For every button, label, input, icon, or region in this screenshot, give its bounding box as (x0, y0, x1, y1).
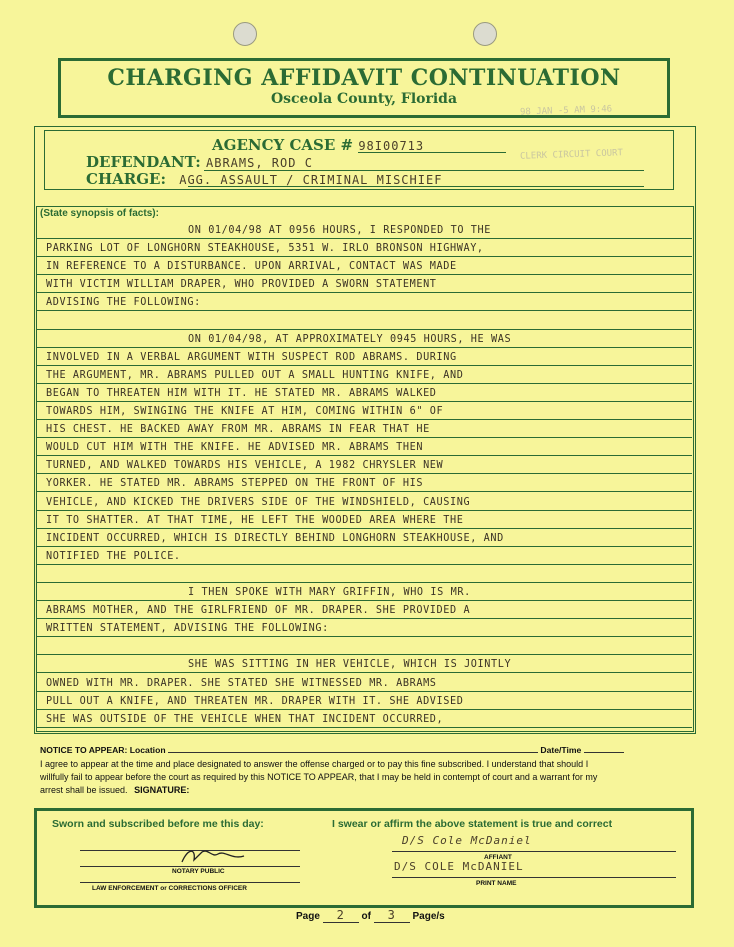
synopsis-line: NOTIFIED THE POLICE. (46, 550, 181, 562)
synopsis-rule (36, 672, 692, 673)
clerk-stamp-line2: CLERK CIRCUIT COURT (519, 148, 624, 162)
officer-label: LAW ENFORCEMENT or CORRECTIONS OFFICER (92, 885, 247, 892)
page-suffix: Page/s (412, 911, 445, 922)
agency-case-label: AGENCY CASE # (212, 136, 354, 154)
synopsis-line: YORKER. HE STATED MR. ABRAMS STEPPED ON THE FRONT OF HIS (46, 478, 424, 490)
synopsis-rule (36, 238, 692, 239)
defendant-label: DEFENDANT: (86, 153, 201, 171)
synopsis-line: TOWARDS HIM, SWINGING THE KNIFE AT HIM, COMING WITHIN 6" OF (46, 406, 444, 417)
print-name-value: D/S COLE McDANIEL (394, 860, 524, 873)
punch-hole-left (233, 22, 257, 46)
notice-text1: I agree to appear at the time and place designated to answer the offense charged or to pay this fine subscribed. I understand that should I (40, 759, 589, 769)
county-subtitle: Osceola County, Florida (270, 91, 458, 107)
synopsis-rule (36, 491, 692, 492)
synopsis-line: WRITTEN STATEMENT, ADVISING THE FOLLOWING: (46, 623, 329, 635)
synopsis-rule (36, 419, 692, 420)
synopsis-rule (36, 455, 692, 456)
notary-signature (178, 846, 248, 868)
synopsis-line: ON 01/04/98 AT 0956 HOURS, I RESPONDED TO THE (188, 225, 492, 236)
synopsis-line: INCIDENT OCCURRED, WHICH IS DIRECTLY BEHIND LONGHORN STEAKHOUSE, AND (46, 532, 504, 544)
synopsis-rule (36, 274, 692, 275)
agency-case-value: 98I00713 (358, 139, 425, 153)
print-name-label: PRINT NAME (476, 880, 517, 887)
punch-hole-right (473, 22, 497, 46)
synopsis-line: ON 01/04/98, AT APPROXIMATELY 0945 HOURS, HE WAS (188, 333, 512, 345)
synopsis-rule (36, 310, 692, 311)
synopsis-line: OWNED WITH MR. DRAPER. SHE STATED SHE WITNESSED MR. ABRAMS (46, 677, 437, 689)
synopsis-line: I THEN SPOKE WITH MARY GRIFFIN, WHO IS MR. (188, 587, 471, 598)
synopsis-rule (36, 383, 692, 384)
agency-case-line (358, 152, 506, 153)
synopsis-rule (36, 727, 692, 728)
synopsis-line: WITH VICTIM WILLIAM DRAPER, WHO PROVIDED A SWORN STATEMENT (46, 279, 437, 291)
synopsis-line: HIS CHEST. HE BACKED AWAY FROM MR. ABRAMS IN FEAR THAT HE (46, 424, 430, 436)
synopsis-rule (36, 709, 692, 710)
synopsis-line: IT TO SHATTER. AT THAT TIME, HE LEFT THE WOODED AREA WHERE THE (46, 514, 464, 526)
synopsis-line: IN REFERENCE TO A DISTURBANCE. UPON ARRIVAL, CONTACT WAS MADE (46, 261, 457, 273)
print-name-line (392, 877, 676, 878)
page-total: 3 (374, 908, 410, 923)
synopsis-line: ADVISING THE FOLLOWING: (46, 297, 201, 309)
notice-row (40, 744, 690, 756)
synopsis-rule (36, 600, 692, 601)
notice-text2: willfully fail to appear before the court as required by this NOTICE TO APPEAR, that I may be held in contempt of court and a warrant for my (40, 772, 598, 782)
synopsis-line: TURNED, AND WALKED TOWARDS HIS VEHICLE, A 1982 CHRYSLER NEW (46, 460, 444, 472)
synopsis-rule (36, 546, 692, 547)
synopsis-rule (36, 401, 692, 402)
clerk-stamp-line1: 98 JAN -5 AM 9:46 (519, 104, 613, 118)
sig-line-left2 (80, 866, 300, 867)
signature-label: SIGNATURE: (134, 785, 190, 795)
synopsis-rule (36, 256, 692, 257)
synopsis-rule (36, 365, 692, 366)
synopsis-rule (36, 564, 692, 565)
synopsis-rule (36, 691, 692, 692)
synopsis-line: WOULD CUT HIM WITH THE KNIFE. HE ADVISED MR. ABRAMS THEN (46, 442, 424, 454)
page-label: Page (296, 911, 320, 922)
synopsis-rule (36, 329, 692, 330)
synopsis-rule (36, 636, 692, 637)
affiant-line (392, 851, 676, 852)
synopsis-rule (36, 654, 692, 655)
notice-datetime-label: Date/Time (540, 745, 582, 755)
notary-label: NOTARY PUBLIC (172, 868, 225, 875)
synopsis-line: ABRAMS MOTHER, AND THE GIRLFRIEND OF MR. DRAPER. SHE PROVIDED A (46, 605, 471, 617)
synopsis-label: (State synopsis of facts): (40, 208, 159, 219)
notice-text3-content: arrest shall be issued. (40, 785, 128, 795)
synopsis-line: PARKING LOT OF LONGHORN STEAKHOUSE, 5351 W. IRLO BRONSON HIGHWAY, (46, 243, 484, 255)
notice-label: NOTICE TO APPEAR: Location (40, 745, 166, 755)
defendant-row (86, 153, 313, 171)
synopsis-line: BEGAN TO THREATEN HIM WITH IT. HE STATED MR. ABRAMS WALKED (46, 387, 437, 399)
affirm-title: I swear or affirm the above statement is true and correct (332, 818, 613, 830)
synopsis-line: INVOLVED IN A VERBAL ARGUMENT WITH SUSPECT ROD ABRAMS. DURING (46, 351, 457, 363)
sworn-title: Sworn and subscribed before me this day: (52, 818, 264, 830)
synopsis-line: SHE WAS OUTSIDE OF THE VEHICLE WHEN THAT INCIDENT OCCURRED, (46, 713, 444, 725)
notice-text3 (40, 784, 189, 796)
synopsis-line: THE ARGUMENT, MR. ABRAMS PULLED OUT A SMALL HUNTING KNIFE, AND (46, 369, 464, 381)
charge-label: CHARGE: (86, 170, 166, 188)
synopsis-line: VEHICLE, AND KICKED THE DRIVERS SIDE OF THE WINDSHIELD, CAUSING (46, 496, 471, 508)
synopsis-rule (36, 437, 692, 438)
synopsis-rule (36, 618, 692, 619)
synopsis-line: SHE WAS SITTING IN HER VEHICLE, WHICH IS JOINTLY (188, 659, 512, 671)
synopsis-line: PULL OUT A KNIFE, AND THREATEN MR. DRAPER WITH IT. SHE ADVISED (46, 695, 464, 707)
synopsis-rule (36, 510, 692, 511)
page-of: of (361, 911, 371, 922)
page-indicator (296, 908, 445, 923)
synopsis-rule (36, 473, 692, 474)
affiant-signature: D/S Cole McDaniel (402, 834, 532, 847)
page-title: CHARGING AFFIDAVIT CONTINUATION (107, 65, 621, 91)
synopsis-rule (36, 582, 692, 583)
sig-line-left3 (80, 882, 300, 883)
charge-value: AGG. ASSAULT / CRIMINAL MISCHIEF (179, 173, 443, 187)
synopsis-rule (36, 528, 692, 529)
affiant-label: AFFIANT (484, 854, 512, 861)
defendant-value: ABRAMS, ROD C (206, 156, 313, 170)
charge-line (188, 186, 644, 187)
page-current: 2 (323, 908, 359, 923)
synopsis-rule (36, 292, 692, 293)
synopsis-rule (36, 347, 692, 348)
